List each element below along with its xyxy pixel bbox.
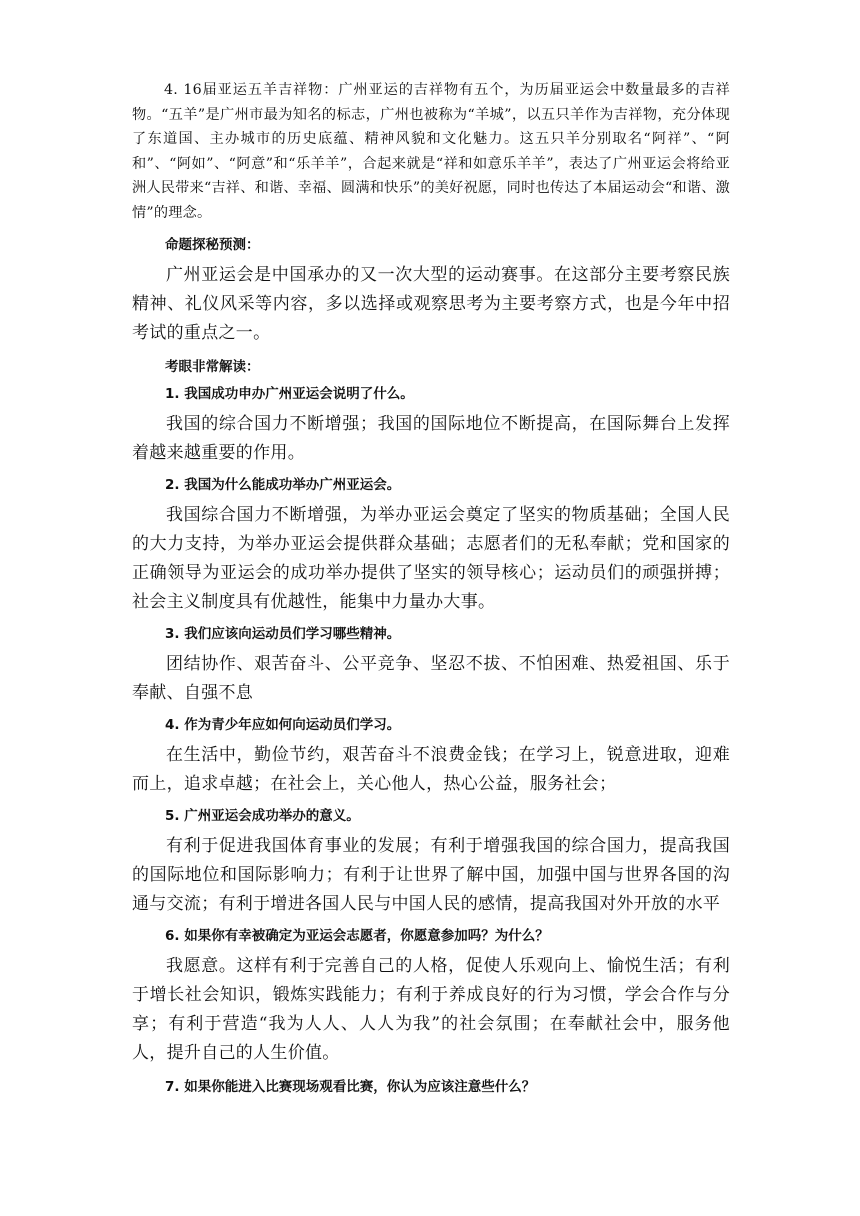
question-3: 3. 我们应该向运动员们学习哪些精神。 (165, 625, 401, 642)
answer-1: 我国的综合国力不断增强；我国的国际地位不断提高，在国际舞台上发挥着越来越重要的作用。 (132, 413, 730, 463)
document-content (132, 78, 730, 1097)
answer-5: 有利于促进我国体育事业的发展；有利于增强我国的综合国力，提高我国的国际地位和国际影响力；有利于让世界了解中国，加强中国与世界各国的沟通与交流；有利于增进各国人民与中国人民的感情，提高我国对外开放的水平 (132, 835, 730, 914)
question-2: 2. 我国为什么能成功举办广州亚运会。 (165, 476, 401, 493)
mascot-paragraph: 4. 16届亚运五羊吉祥物：广州亚运的吉祥物有五个，为历届亚运会中数量最多的吉祥物。“五羊”是广州市最为知名的标志，广州也被称为“羊城”，以五只羊作为吉祥物，充分体现了东道国、主办城市的历史底蕴、精神风貌和文化魅力。这五只羊分别取名“阿祥”、“阿和”、“阿如”、“阿意”和“乐羊羊”，合起来就是“祥和如意乐羊羊”，表达了广州亚运会将给亚洲人民带来“吉祥、和谐、幸福、圆满和快乐”的美好祝愿，同时也传达了本届运动会“和谐、激情”的理念。 (132, 82, 730, 221)
answer-6: 我愿意。这样有利于完善自己的人格，促使人乐观向上、愉悦生活；有利于增长社会知识，锻炼实践能力；有利于养成良好的行为习惯，学会合作与分享；有利于营造“我为人人、人人为我”的社会氛围；在奉献社会中，服务他人，提升自己的人生价值。 (132, 955, 730, 1063)
question-7: 7. 如果你能进入比赛现场观看比赛，你认为应该注意些什么？ (165, 1078, 536, 1095)
question-1: 1. 我国成功申办广州亚运会说明了什么。 (165, 385, 414, 402)
question-4: 4. 作为青少年应如何向运动员们学习。 (165, 716, 401, 733)
answer-2: 我国综合国力不断增强，为举办亚运会奠定了坚实的物质基础；全国人民的大力支持，为举办亚运会提供群众基础；志愿者们的无私奉献；党和国家的正确领导为亚运会的成功举办提供了坚实的领导核心；运动员们的顽强拼搏；社会主义制度具有优越性，能集中力量办大事。 (132, 504, 730, 612)
question-5: 5. 广州亚运会成功举办的意义。 (165, 807, 360, 824)
section-heading-interpretation: 考眼非常解读： (165, 358, 260, 375)
question-6: 6. 如果你有幸被确定为亚运会志愿者，你愿意参加吗？为什么？ (165, 927, 549, 944)
section-heading-prediction: 命题探秘预测： (165, 236, 260, 253)
answer-3: 团结协作、艰苦奋斗、公平竞争、坚忍不拔、不怕困难、热爱祖国、乐于奉献、自强不息 (132, 653, 730, 703)
answer-4: 在生活中，勤俭节约，艰苦奋斗不浪费金钱；在学习上，锐意进取，迎难而上，追求卓越；在社会上，关心他人，热心公益，服务社会； (132, 744, 730, 794)
prediction-paragraph: 广州亚运会是中国承办的又一次大型的运动赛事。在这部分主要考察民族精神、礼仪风采等内容，多以选择或观察思考为主要考察方式，也是今年中招考试的重点之一。 (132, 264, 730, 343)
